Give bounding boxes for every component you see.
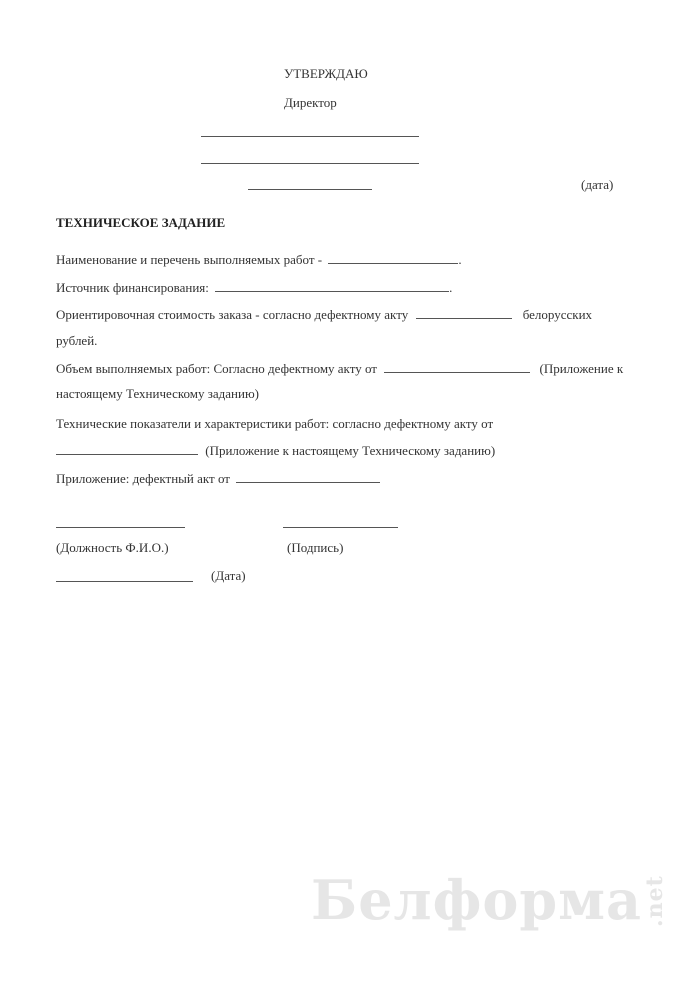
works-name-line[interactable] <box>328 252 458 264</box>
signature-date-line[interactable] <box>56 581 193 582</box>
tech-date-line[interactable] <box>56 443 198 455</box>
cost-label: Ориентировочная стоимость заказа - согласно дефектному акту <box>56 307 409 322</box>
cost-amount-line[interactable] <box>416 307 512 319</box>
attachment-label: Приложение: дефектный акт от <box>56 471 230 486</box>
approval-date-label: (дата) <box>581 177 614 192</box>
financing-line[interactable] <box>215 280 449 292</box>
attachment-row <box>56 471 380 487</box>
position-name-line[interactable] <box>56 527 185 528</box>
volume-label: Объем выполняемых работ: Согласно дефектному акту от <box>56 361 377 376</box>
volume-attachment-label: (Приложение к <box>539 361 624 376</box>
signature-date-label: (Дата) <box>211 568 246 583</box>
approver-signature-line[interactable] <box>201 163 419 164</box>
watermark-brand: Белформа <box>311 868 642 932</box>
financing-row <box>56 280 452 296</box>
cost-currency-continuation: рублей. <box>56 333 98 348</box>
position-name-label: (Должность Ф.И.О.) <box>56 540 169 555</box>
signature-line[interactable] <box>283 527 398 528</box>
watermark-suffix: .net <box>642 875 668 927</box>
tech-attachment-label: (Приложение к настоящему Техническому заданию) <box>205 443 496 458</box>
cost-currency-label: белорусских <box>522 307 593 322</box>
tech-label: Технические показатели и характеристики работ: согласно дефектному акту от <box>56 416 494 431</box>
belforma-watermark <box>311 868 668 932</box>
cost-row <box>56 307 592 323</box>
approver-position: Директор <box>284 95 337 110</box>
works-name-label: Наименование и перечень выполняемых работ - <box>56 252 323 267</box>
approval-date-line[interactable] <box>248 189 372 190</box>
signature-label: (Подпись) <box>287 540 344 555</box>
financing-label: Источник финансирования: <box>56 280 209 295</box>
volume-row <box>56 361 623 377</box>
approver-name-line[interactable] <box>201 136 419 137</box>
approve-heading: УТВЕРЖДАЮ <box>284 66 368 81</box>
attachment-date-line[interactable] <box>236 471 380 483</box>
document-title: ТЕХНИЧЕСКОЕ ЗАДАНИЕ <box>56 215 226 230</box>
volume-continuation: настоящему Техническому заданию) <box>56 386 259 401</box>
financing-period: . <box>449 280 453 295</box>
works-name-period: . <box>458 252 462 267</box>
tech-row <box>56 443 495 459</box>
volume-date-line[interactable] <box>384 361 530 373</box>
works-name-row <box>56 252 462 268</box>
